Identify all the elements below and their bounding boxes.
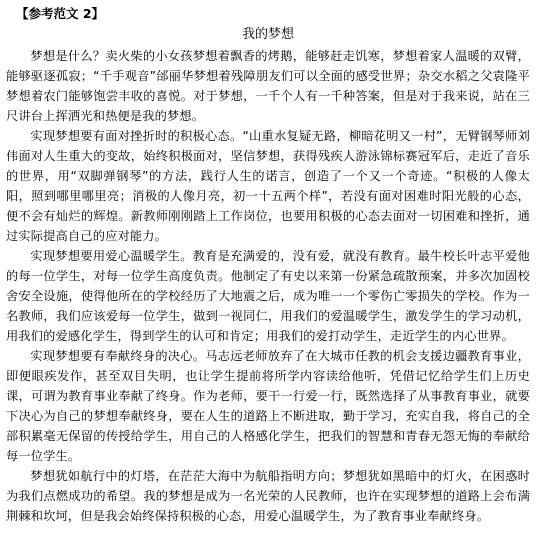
essay-title: 我的梦想 bbox=[241, 27, 294, 42]
reference-label: 【参考范文 2】 bbox=[16, 6, 105, 21]
essay-paragraph-5: 梦想犹如航行中的灯塔，在茫茫大海中为航船指明方向；梦想犹如黑暗中的灯火，在困惑时为我们点燃成功的希望。我的梦想是成为一名光荣的人民教师，也许在实现梦想的道路上会布满荆棘和坎坷，但是我会始终保持积极的心态，用爱心温暖学生，为了教育事业奉献终身。 bbox=[6, 469, 530, 523]
essay-paragraph-3: 实现梦想要用爱心温暖学生。教育是充满爱的，没有爱，就没有教育。最牛校长叶志平爱他的每一位学生，对每一位学生高度负责。他制定了有史以来第一份紧急疏散预案，并多次加固校舍安全设施，使得他所在的学校经历了大地震之后，成为唯一一个零伤亡零损失的学校。作为一名教师，我们应该爱每一位学生，做到一视同仁，用我们的爱温暖学生，激发学生的学习动机，用我们的爱感化学生，得到学生的认可和肯定；用我们的爱打动学生，走近学生的内心世界。 bbox=[6, 249, 530, 343]
essay-page bbox=[6, 6, 530, 526]
essay-paragraph-4: 实现梦想要有奉献终身的决心。马志远老师放弃了在大城市任教的机会支援边疆教育事业，即便眼疾发作，甚至双目失明，也让学生提前将所学内容读给他听，凭借记忆给学生们上历史课，可谓为教育事业奉献了终身。作为老师，要干一行爱一行，既然选择了从事教育事业，就要下决心为自己的梦想奉献终身，要在人生的道路上不断进取，勤于学习，充实自我，将自己的全部积累毫无保留的传授给学生，用自己的人格感化学生，把我们的智慧和青春无怨无悔的奉献给每一位学生。 bbox=[6, 349, 530, 463]
essay-paragraph-1: 梦想是什么？卖火柴的小女孩梦想着飘香的烤鹅，能够赶走饥寒，梦想着家人温暖的双臂，能够驱逐孤寂；“千手观音”邰丽华梦想着残障朋友们可以全面的感受世界；杂交水稻之父袁隆平梦想着农门能够饱尝丰收的喜悦。对于梦想，一千个人有一千种答案，但是对于我来说，站在三尺讲台上挥洒光和热便是我的梦想。 bbox=[6, 49, 530, 123]
essay-paragraph-2: 实现梦想要有面对挫折时的积极心态。“山重水复疑无路，柳暗花明又一村”，无臂钢琴师刘伟面对人生重大的变故，始终积极面对，坚信梦想，获得残疾人游泳锦标赛冠军后，走近了音乐的世界，用“双脚弹钢琴”的方法，践行人生的诺言，创造了一个又一个奇迹。“积极的人像太阳，照到哪里哪里亮；消极的人像月亮，初一十五两个样”，若没有面对困难时阳光般的心态，便不会有灿烂的辉煌。新教师刚刚踏上工作岗位，也要用积极的心态去面对一切困难和挫折，通过实际提高自己的应对能力。 bbox=[6, 129, 530, 243]
